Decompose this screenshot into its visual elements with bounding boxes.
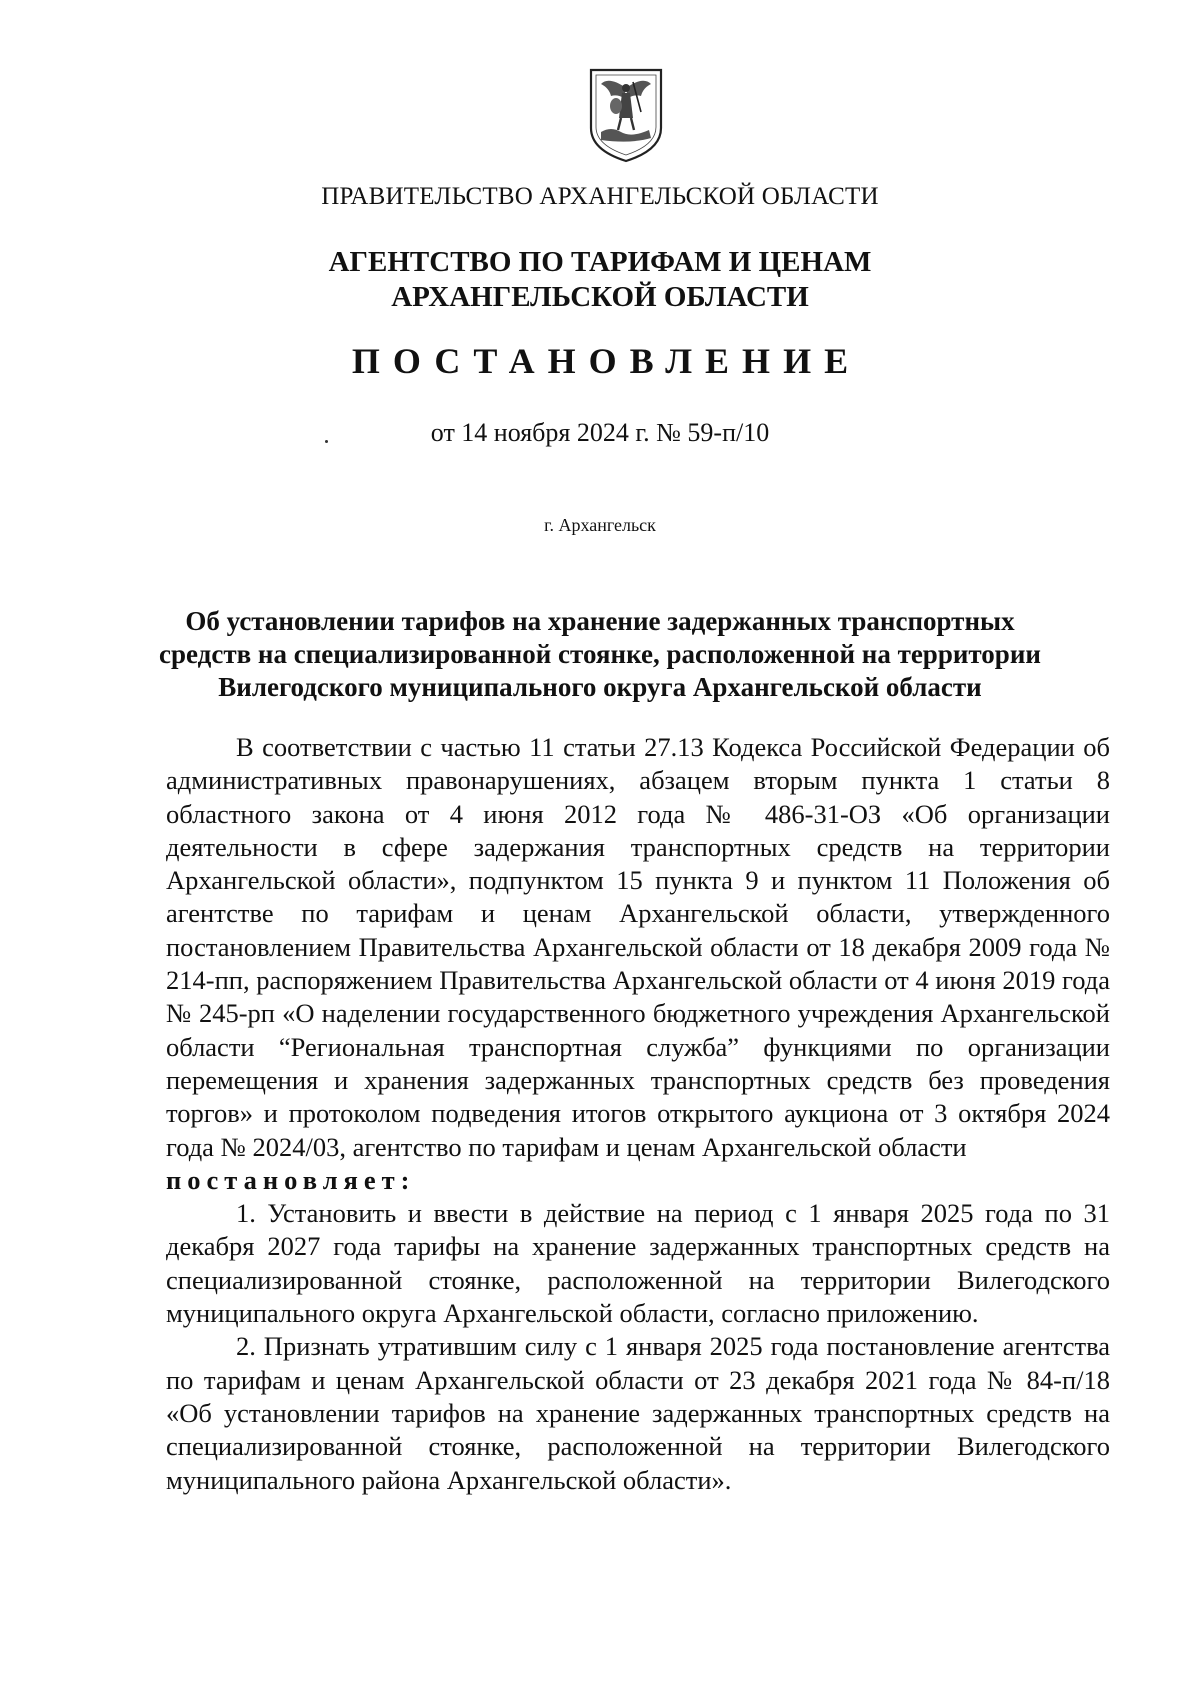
government-name: ПРАВИТЕЛЬСТВО АРХАНГЕЛЬСКОЙ ОБЛАСТИ <box>321 183 879 210</box>
item-2-paragraph: 2. Признать утратившим силу с 1 января 2025 года постановление агентства по тарифам и ценам Архангельской области от 23 декабря 2021 года № 84-п/18 «Об установлении тарифов на хранение задержанных транспортных средств на специализированной стоянке, расположенной на территории Вилегодского муниципального района Архангельской области». <box>166 1331 1110 1495</box>
coat-of-arms-icon <box>587 66 665 164</box>
title-line-2: средств на специализированной стоянке, расположенной на территории <box>159 639 1041 669</box>
document-city: г. Архангельск <box>544 515 656 535</box>
document-type: ПОСТАНОВЛЕНИЕ <box>351 341 862 381</box>
document-body <box>166 731 1110 1497</box>
title-line-3: Вилегодского муниципального округа Архангельской области <box>218 672 982 702</box>
agency-name-line-1: АГЕНТСТВО ПО ТАРИФАМ И ЦЕНАМ <box>328 246 872 278</box>
agency-name <box>0 245 1200 315</box>
document-title <box>0 605 1200 704</box>
preamble-paragraph: В соответствии с частью 11 статьи 27.13 Кодекса Российской Федерации об административных правонарушениях, абзацем вторым пункта 1 статьи 8 областного закона от 4 июня 2012 года № 486-31-ОЗ «Об организации деятельности в сфере задержания транспортных средств на территории Архангельской области», подпунктом 15 пункта 9 и пунктом 11 Положения об агентстве по тарифам и ценам Архангельской области, утвержденного постановлением Правительства Архангельской области от 18 декабря 2009 года № 214-пп, распоряжением Правительства Архангельской области от 4 июня 2019 года № 245-рп «О наделении государственного бюджетного учреждения Архангельской области “Региональная транспортная служба” функциями по организации перемещения и хранения задержанных транспортных средств без проведения торгов» и протоколом подведения итогов открытого аукциона от 3 октября 2024 года № 2024/03, агентство по тарифам и ценам Архангельской области <box>166 732 1110 1162</box>
agency-name-line-2: АРХАНГЕЛЬСКОЙ ОБЛАСТИ <box>391 281 809 313</box>
item-1-paragraph: 1. Установить и ввести в действие на период с 1 января 2025 года по 31 декабря 2027 года тарифы на хранение задержанных транспортных средств на специализированной стоянке, расположенной на территории Вилегодского муниципального округа Архангельской области, согласно приложению. <box>166 1198 1110 1329</box>
document-date-number: от 14 ноября 2024 г. № 59-п/10 <box>430 418 770 447</box>
title-line-1: Об установлении тарифов на хранение задержанных транспортных <box>185 606 1015 636</box>
resolves-word: постановляет: <box>166 1164 416 1195</box>
